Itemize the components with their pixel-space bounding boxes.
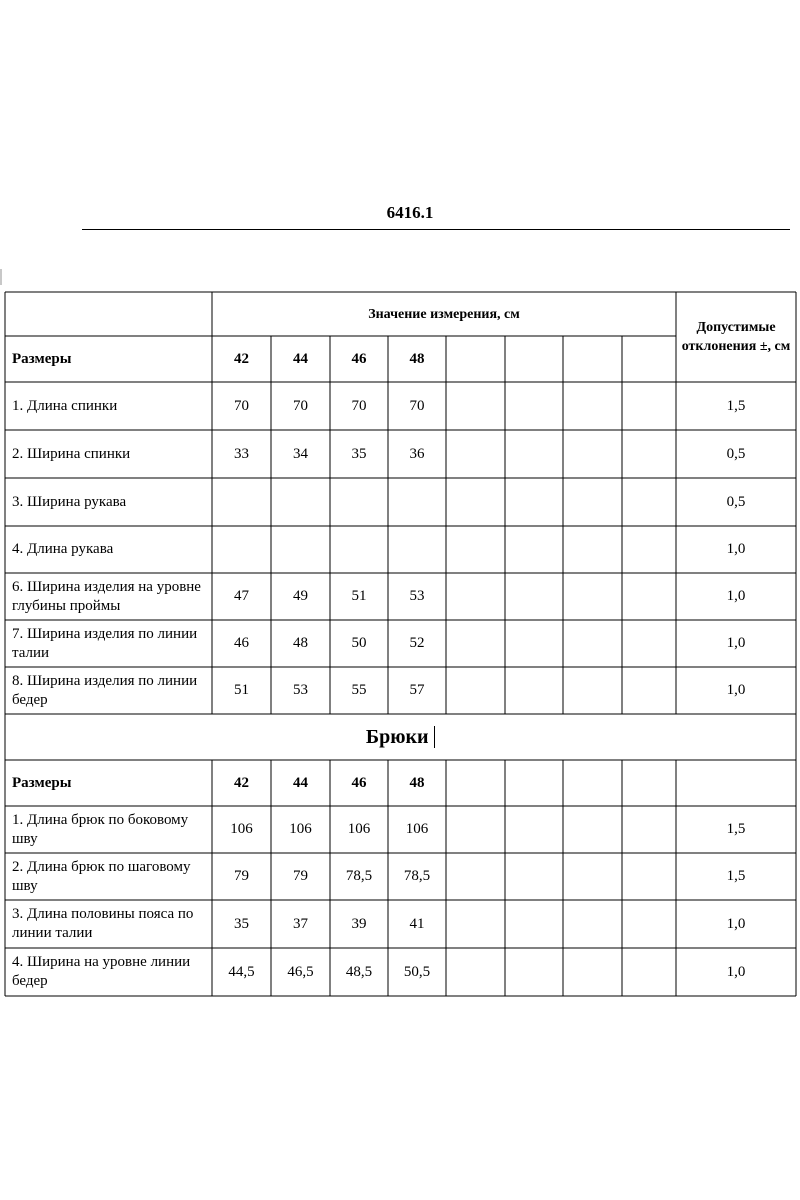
size-column-header: 48 — [409, 350, 425, 367]
pants-row-label: 2. Длина брюк по шаговому шву — [12, 858, 191, 894]
tolerance-cell: 1,5 — [726, 868, 746, 884]
size-column-header: 46 — [351, 350, 367, 367]
row-label: 8. Ширина изделия по линии бедер — [12, 672, 198, 708]
row-label: 4. Длина рукава — [12, 541, 114, 557]
row-label: 6. Ширина изделия на уровне глубины проймы — [12, 578, 201, 614]
value-cell: 53 — [293, 682, 308, 698]
pants-title-text: Брюки — [365, 725, 429, 748]
value-cell — [271, 526, 330, 573]
value-cell: 78,5 — [403, 868, 431, 884]
document-number: 6416.1 — [386, 203, 434, 222]
value-cell: 79 — [234, 868, 249, 884]
value-cell: 106 — [230, 821, 253, 837]
tolerance-cell: 1,5 — [726, 397, 746, 414]
pants-row-label: 3. Длина половины пояса по линии талии — [12, 906, 194, 941]
value-cell: 37 — [293, 915, 308, 932]
value-cell: 70 — [234, 397, 249, 414]
size-column-header: 44 — [293, 350, 308, 367]
pants-size-column-header: 48 — [409, 774, 425, 791]
row-label: 2. Ширина спинки — [12, 445, 131, 462]
measurement-header: Значение измерения, см — [368, 306, 520, 322]
value-cell: 36 — [409, 445, 425, 462]
tolerance-cell: 1,0 — [726, 915, 746, 932]
value-cell: 47 — [234, 588, 249, 604]
value-cell: 70 — [293, 397, 308, 414]
text-cursor — [434, 726, 436, 748]
value-cell: 106 — [405, 821, 429, 837]
value-cell: 44,5 — [228, 963, 255, 980]
value-cell: 34 — [293, 445, 308, 462]
tolerance-cell: 1,0 — [726, 963, 746, 980]
value-cell: 46,5 — [287, 963, 314, 980]
value-cell: 57 — [409, 682, 425, 698]
value-cell: 79 — [293, 868, 308, 884]
value-cell: 78,5 — [345, 868, 373, 884]
pants-sizes-label: Размеры — [12, 774, 72, 791]
tolerance-cell: 1,0 — [726, 541, 746, 557]
pants-size-column-header: 42 — [234, 774, 249, 791]
row-label: 7. Ширина изделия по линии талии — [12, 625, 198, 661]
value-cell: 48,5 — [345, 963, 373, 980]
tolerance-cell: 0,5 — [726, 493, 746, 510]
tolerance-cell: 0,5 — [726, 445, 746, 462]
value-cell: 51 — [234, 682, 249, 698]
value-cell — [388, 526, 446, 573]
value-cell — [212, 526, 271, 573]
pants-size-column-header: 46 — [351, 774, 367, 791]
value-cell: 35 — [234, 915, 249, 932]
value-cell: 106 — [347, 821, 371, 837]
value-cell: 33 — [234, 445, 249, 462]
sizes-label: Размеры — [12, 350, 72, 367]
tolerance-header: Допустимые отклонения ±, см — [681, 320, 791, 354]
size-column-header: 42 — [234, 350, 249, 367]
tolerance-cell: 1,5 — [726, 821, 746, 837]
pants-row-label: 1. Длина брюк по боковому шву — [12, 811, 189, 847]
value-cell: 35 — [351, 445, 367, 462]
value-cell — [330, 526, 388, 573]
value-cell: 49 — [293, 588, 308, 604]
value-cell: 70 — [409, 397, 425, 414]
value-cell: 50 — [351, 635, 367, 651]
value-cell: 52 — [409, 635, 425, 651]
value-cell: 41 — [409, 915, 425, 932]
value-cell: 51 — [351, 588, 367, 604]
value-cell: 70 — [351, 397, 367, 414]
row-label: 3. Ширина рукава — [12, 493, 127, 510]
value-cell — [212, 478, 271, 526]
value-cell: 106 — [289, 821, 312, 837]
value-cell: 48 — [293, 635, 308, 651]
tolerance-cell: 1,0 — [726, 588, 746, 604]
value-cell: 55 — [351, 682, 367, 698]
value-cell: 46 — [234, 635, 249, 651]
value-cell: 50,5 — [403, 963, 431, 980]
value-cell — [330, 478, 388, 526]
value-cell: 53 — [409, 588, 425, 604]
tolerance-cell: 1,0 — [726, 635, 746, 651]
value-cell — [271, 478, 330, 526]
tolerance-cell: 1,0 — [726, 682, 746, 698]
value-cell: 39 — [351, 915, 367, 932]
value-cell — [388, 478, 446, 526]
pants-section-title — [5, 714, 796, 760]
pants-row-label: 4. Ширина на уровне линии бедер — [12, 954, 191, 989]
row-label: 1. Длина спинки — [12, 397, 118, 414]
pants-size-column-header: 44 — [293, 774, 308, 791]
